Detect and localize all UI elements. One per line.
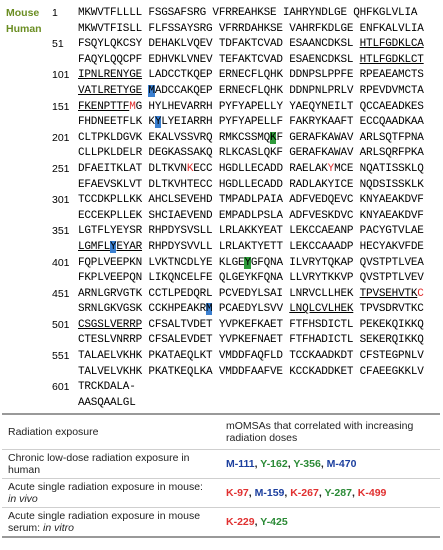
sequence-text — [78, 240, 424, 256]
sequence-text — [78, 53, 424, 69]
highlighted-residue: M — [129, 100, 136, 113]
sequence-segment: CFSALTVDET YVPKEFKAET FTFHSDICTL PEKEKQIKKQ — [142, 318, 424, 331]
species-label — [6, 256, 52, 272]
species-label — [6, 53, 52, 69]
sequence-segment: DFAEITKLAT DLTKVN — [78, 162, 187, 175]
highlighted-residue: Y — [244, 256, 251, 269]
residue-number: 501 — [52, 318, 70, 331]
sequence-text — [78, 302, 424, 318]
residue-number — [52, 178, 78, 194]
sequence-text — [78, 396, 136, 412]
alignment-row — [6, 224, 438, 240]
sequence-segment: ECCEKPLLEK SHCIAEVEND EMPADLPSLA ADFVESKDVC KNYAEAKDVF — [78, 209, 424, 222]
sequence-text — [78, 131, 424, 147]
sequence-text — [78, 193, 424, 209]
residue-number: 601 — [52, 381, 70, 394]
sequence-text — [78, 224, 424, 240]
sequence-segment: LYEIARRH PYFYAPELLF FAKRYKAAFT ECCQAADKAA — [161, 116, 424, 129]
sequence-segment: MKWVTFLLLL FSGSAFSRG VFRREAHKSE IAHRYNDLGE QHFKGLVLIA — [78, 7, 418, 19]
site-label: K-499 — [357, 487, 387, 499]
highlighted-residue: TPVSEHVTK — [359, 287, 418, 300]
table-row — [2, 479, 440, 508]
sequence-text — [78, 22, 424, 38]
site-label: Y-162 — [260, 458, 288, 470]
sequence-segment: CLLPKLDELR DEGKASSAKQ RLKCASLQKF GERAFKAWAV ARLSQRFPKA — [78, 147, 424, 160]
alignment-row — [6, 365, 438, 381]
site-label: M-159 — [254, 487, 285, 499]
sequence-segment: FKPLVEEPQN LIKQNCELFE QLGEYKFQNA LLVRYTKKVP QVSTPTLVEV — [78, 272, 424, 285]
species-label — [6, 240, 52, 256]
sequence-segment: ARNLGRVGTK CCTLPEDQRL PCVEDYLSAI LNRVCLLHEK — [78, 287, 360, 300]
residue-number: 451 — [52, 287, 70, 300]
alignment-row — [6, 131, 438, 147]
species-label — [6, 365, 52, 381]
species-label — [6, 302, 52, 318]
header-momsas: mOMSAs that correlated with increasing radiation doses — [220, 414, 440, 450]
species-label — [6, 146, 52, 162]
species-label — [6, 396, 52, 412]
residue-number — [52, 115, 78, 131]
table-header-row — [2, 414, 440, 450]
residue-number — [52, 396, 78, 412]
highlighted-residue: EYAR — [116, 240, 143, 253]
sequence-segment: SRNLGKVGSK CCKHPEAKR — [78, 303, 207, 316]
sequence-text — [78, 146, 424, 162]
species-label — [6, 349, 52, 365]
highlighted-residue: HTLFGDKLCT — [359, 53, 424, 66]
species-label — [6, 380, 52, 396]
species-label — [6, 162, 52, 178]
species-label — [6, 178, 52, 194]
highlighted-residue: IPNLRENYGE — [78, 69, 143, 82]
residue-number: 251 — [52, 162, 70, 175]
site-label: K-267 — [290, 487, 319, 499]
residue-number — [52, 22, 78, 38]
sequence-text — [78, 333, 424, 349]
highlighted-residue: HTLFGDKLCA — [359, 38, 424, 51]
species-label — [6, 271, 52, 287]
highlighted-residue: Y — [154, 116, 162, 129]
species-label — [6, 209, 52, 225]
alignment-row — [6, 302, 438, 318]
header-exposure: Radiation exposure — [2, 414, 220, 450]
highlighted-residue: K — [270, 131, 277, 144]
residue-number — [52, 365, 78, 381]
sequence-text — [78, 37, 424, 53]
site-label: Y-425 — [260, 516, 288, 528]
sequence-segment: GFQNA ILVRYTQKAP QVSTPTLVEA — [250, 256, 424, 269]
residue-number — [52, 302, 78, 318]
alignment-row — [6, 22, 438, 38]
residue-number — [52, 240, 78, 256]
site-label: K-229 — [226, 516, 255, 528]
exposure-cell — [2, 450, 220, 479]
sequence-segment: LADCCTKQEP ERNECFLQHK DDNPSLPPFE RPEAEAMCTS — [142, 69, 424, 82]
alignment-row — [6, 209, 438, 225]
sequence-segment: ADCCAKQEP ERNECFLQHK DDNPNLPRLV RPEVDVMCTA — [154, 84, 424, 97]
sequence-segment: FHDNEETFLK K — [78, 116, 155, 129]
residue-number — [52, 84, 78, 100]
alignment-row — [6, 256, 438, 272]
sequence-alignment — [6, 6, 438, 411]
sequence-text — [78, 380, 136, 396]
species-label — [6, 333, 52, 349]
sequence-text — [78, 287, 424, 303]
sequence-text — [78, 84, 424, 100]
species-label — [6, 100, 52, 116]
sites-cell: K-97, M-159, K-267, Y-287, K-499 — [220, 479, 440, 508]
sequence-text — [78, 115, 424, 131]
exposure-condition: in vivo — [8, 493, 38, 505]
sites-cell: K-229, Y-425 — [220, 508, 440, 538]
residue-number: 401 — [52, 256, 70, 269]
sequence-segment: MKWVTFISLL FLFSSAYSRG VFRRDAHKSE VAHRFKDLGE ENFKALVLIA — [78, 22, 424, 35]
table-row — [2, 450, 440, 479]
sequence-segment: EFAEVSKLVT DLTKVHTECC HGDLLECADD RADLAKYICE NQDSISSKLK — [78, 178, 424, 191]
sequence-segment: FAQYLQQCPF EDHVKLVNEV TEFAKTCVAD ESAENCDKSL — [78, 53, 360, 66]
sequence-segment: TALVELVKHK PKATKEQLKA VMDDFAAFVE KCCKADDKET CFAEEGKKLV — [78, 365, 424, 378]
alignment-row — [6, 37, 438, 53]
sequence-segment: FQPLVEEPKN LVKTNCDLYE KLGE — [78, 256, 245, 269]
highlighted-residue: Y — [327, 162, 335, 175]
sequence-segment: FSQYLQKCSY DEHAKLVQEV TDFAKTCVAD ESAANCDKSL — [78, 38, 360, 51]
residue-number — [52, 209, 78, 225]
species-label — [6, 68, 52, 84]
sequence-text — [78, 256, 424, 272]
species-label: Mouse — [6, 7, 40, 19]
alignment-row — [6, 349, 438, 365]
sequence-segment: MCE NQATISSKLQ — [334, 162, 424, 175]
radiation-table — [2, 413, 440, 538]
residue-number: 101 — [52, 69, 70, 82]
species-label — [6, 131, 52, 147]
sequence-segment: CTESLVNRRP CFSALEVDET YVPKEFNAET FTFHADICTL SEKERQIKKQ — [78, 334, 424, 347]
sequence-text — [78, 6, 417, 22]
alignment-row — [6, 380, 438, 396]
sequence-segment: TCCDKPLLKK AHCLSEVEHD TMPADLPAIA ADFVEDQEVC KNYAEAKDVF — [78, 194, 424, 207]
alignment-row — [6, 115, 438, 131]
alignment-row — [6, 53, 438, 69]
exposure-text: Acute single radiation exposure in mouse: — [8, 481, 203, 493]
exposure-condition: in vitro — [43, 522, 74, 534]
alignment-row — [6, 6, 438, 22]
exposure-cell — [2, 508, 220, 538]
species-label — [6, 287, 52, 303]
alignment-row — [6, 271, 438, 287]
species-label — [6, 84, 52, 100]
highlighted-residue: LGMFL — [78, 240, 111, 253]
alignment-row — [6, 68, 438, 84]
species-label — [6, 115, 52, 131]
sequence-segment: TRCKDALA- — [78, 381, 136, 394]
exposure-text: Acute single radiation exposure in mouse serum: — [8, 510, 201, 534]
alignment-row — [6, 287, 438, 303]
species-label — [6, 193, 52, 209]
sequence-segment: AASQAALGL — [78, 396, 136, 409]
species-label — [6, 224, 52, 240]
exposure-text: Chronic low-dose radiation exposure in human — [8, 452, 190, 476]
site-label: Y-356 — [293, 458, 321, 470]
sequence-text — [78, 349, 424, 365]
sequence-segment: PCAEDYLSVV — [212, 303, 290, 316]
alignment-row — [6, 240, 438, 256]
sequence-segment: CLTPKLDGVK EKALVSSVRQ RMKCSSMQ — [78, 131, 271, 144]
species-label — [6, 318, 52, 334]
sequence-segment: F GERAFKAWAV ARLSQTFPNA — [276, 131, 424, 144]
highlighted-residue: C — [417, 287, 424, 300]
highlighted-residue: FKENPTTF — [78, 100, 130, 113]
highlighted-residue: LNQLCVLHEK — [289, 303, 354, 316]
sequence-text — [78, 178, 424, 194]
residue-number: 1 — [52, 7, 58, 19]
sites-cell: M-111, Y-162, Y-356, M-470 — [220, 450, 440, 479]
sequence-segment: LGTFLYEYSR RHPDYSVSLL LRLAKKYEAT LEKCCAEANP PACYGTVLAE — [78, 225, 424, 238]
sequence-text — [78, 271, 424, 287]
residue-number — [52, 146, 78, 162]
sequence-segment: RHPDYSVVLL LRLAKTYETT LEKCCAAADP HECYAKVFDE — [142, 240, 424, 253]
sequence-text — [78, 68, 424, 84]
alignment-row — [6, 333, 438, 349]
site-label: M-470 — [326, 458, 357, 470]
highlighted-residue: CSGSLVERRP — [78, 318, 143, 331]
alignment-row — [6, 100, 438, 116]
residue-number: 51 — [52, 38, 64, 51]
highlighted-residue: K — [186, 162, 194, 175]
residue-number — [52, 53, 78, 69]
highlighted-residue: Y — [110, 240, 117, 253]
species-label — [6, 37, 52, 53]
residue-number: 351 — [52, 225, 70, 238]
sequence-text — [78, 365, 424, 381]
sequence-text — [78, 162, 424, 178]
alignment-row — [6, 162, 438, 178]
alignment-row — [6, 318, 438, 334]
alignment-row — [6, 193, 438, 209]
residue-number: 201 — [52, 131, 70, 144]
highlighted-residue: M — [206, 303, 213, 316]
sequence-segment: TALAELVKHK PKATAEQLKT VMDDFAQFLD TCCKAADKDT CFSTEGPNLV — [78, 350, 424, 363]
alignment-row — [6, 84, 438, 100]
exposure-cell — [2, 479, 220, 508]
site-label: Y-287 — [324, 487, 352, 499]
table-row — [2, 508, 440, 538]
site-label: M-111 — [226, 458, 255, 470]
sequence-segment: ECC HGDLLECADD RAELAK — [193, 162, 328, 175]
site-label: K-97 — [226, 487, 249, 499]
highlighted-residue: VATLRETYGE — [78, 84, 143, 97]
alignment-row — [6, 396, 438, 412]
alignment-row — [6, 146, 438, 162]
sequence-segment: TPVSDRVTKC — [353, 303, 424, 316]
highlighted-residue: M — [148, 84, 155, 97]
sequence-segment: G HYLHEVARRH PYFYAPELLY YAEQYNEILT QCCAEADKES — [135, 100, 424, 113]
sequence-text — [78, 318, 424, 334]
residue-number: 151 — [52, 100, 70, 113]
sequence-text — [78, 209, 424, 225]
residue-number — [52, 271, 78, 287]
residue-number: 551 — [52, 350, 70, 363]
sequence-text — [78, 100, 424, 116]
species-label: Human — [6, 22, 42, 35]
alignment-row — [6, 178, 438, 194]
residue-number — [52, 333, 78, 349]
residue-number: 301 — [52, 194, 70, 207]
